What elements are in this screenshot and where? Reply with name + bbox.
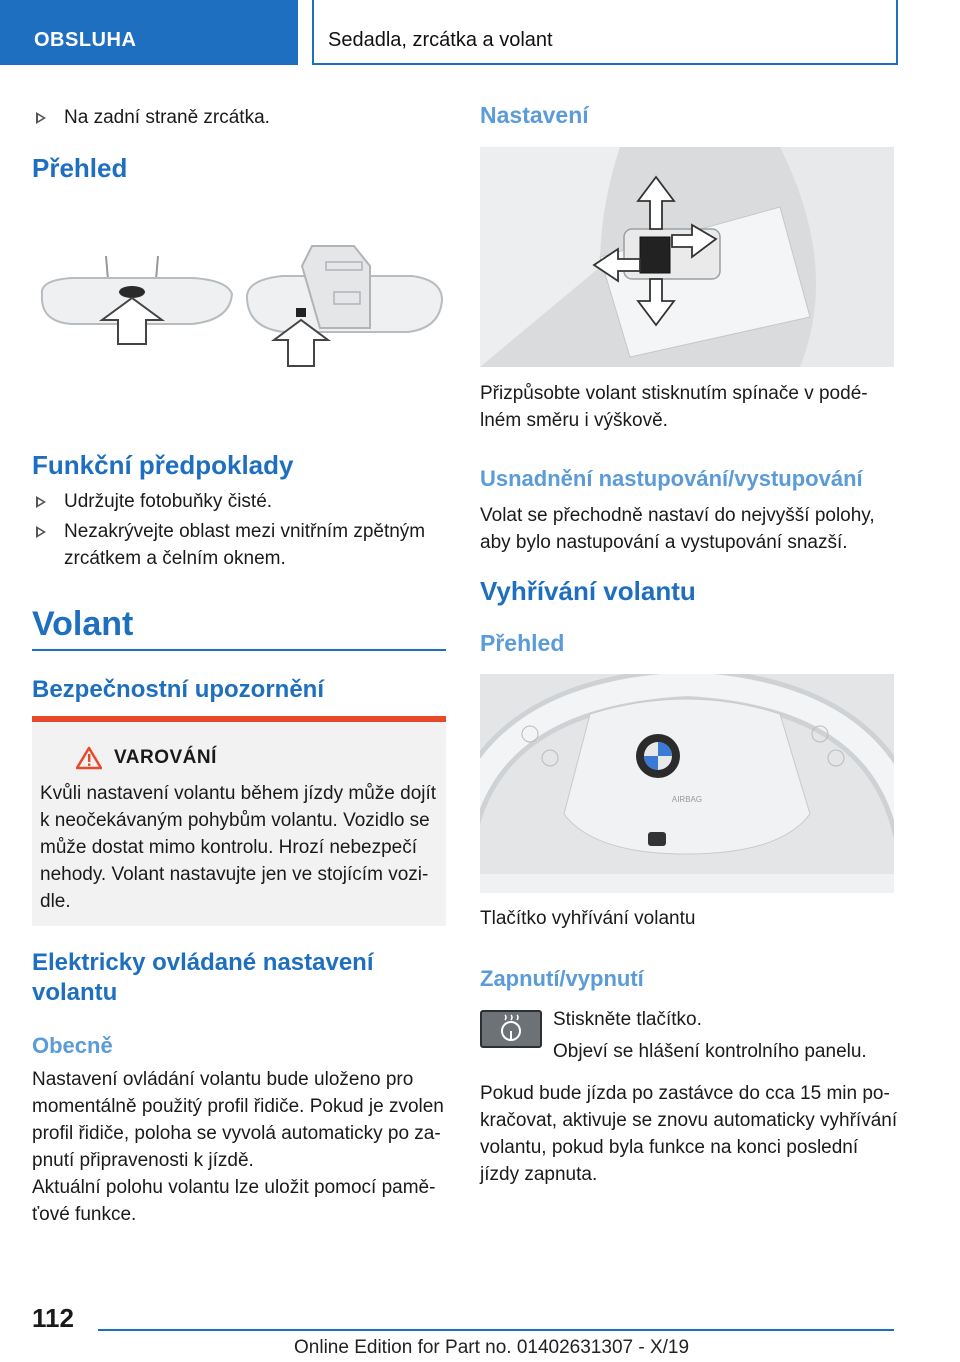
- header-section-label: OBSLUHA: [34, 29, 137, 51]
- warning-text: Kvůli nastavení volantu během jízdy může dojít k neočekávaným pohybům volantu. Vozidlo se může dostat mimo kontrolu. Hrozí nebezpečí nehody. Volant nastavujte jen ve stojícím vozi- dle.: [40, 783, 437, 912]
- usnadneni-heading: Usnadnění nastupování/vystupování: [480, 466, 863, 491]
- nastaveni-heading: Nastavení: [480, 102, 589, 128]
- zapnuti-heading: Zapnutí/vypnutí: [480, 966, 644, 991]
- prehled-heading: Přehled: [32, 153, 128, 183]
- airbag-label: AIRBAG: [671, 795, 703, 804]
- funkcni-heading: Funkční předpoklady: [32, 450, 294, 480]
- steering-heat-button-icon: [480, 1010, 542, 1048]
- obecne-paragraph: Nastavení ovládání volantu bude uloženo pro momentálně použitý profil řidiče. Pokud je zvolen profil řidiče, poloha se vyvolá automaticky po za- pnutí připravenosti k jízdě.: [32, 1069, 444, 1171]
- bullet-triangle-icon: [36, 112, 46, 124]
- obecne-heading: Obecně: [32, 1033, 113, 1058]
- footer-rule: [98, 1329, 894, 1331]
- bullet-clean-sensors: Udržujte fotobuňky čisté.: [36, 488, 446, 515]
- header-section-tab: [0, 0, 298, 65]
- bullet-triangle-icon: [36, 526, 46, 538]
- warning-triangle-icon: [76, 746, 102, 770]
- header-chapter-label: Sedadla, zrcátka a volant: [328, 29, 553, 51]
- usnadneni-paragraph: Volat se přechodně nastaví do nejvyšší polohy, aby bylo nastupování a vystupování snazší.: [480, 505, 875, 553]
- elektricky-heading: Elektricky ovládané nastavení volantu: [32, 949, 374, 1006]
- prehled-right-heading: Přehled: [480, 630, 565, 656]
- zapnuti-steps: Stiskněte tlačítko. Objeví se hlášení kontrolního panelu.: [553, 1009, 867, 1062]
- pokud-paragraph: Pokud bude jízda po zastávce do cca 15 min po- kračovat, aktivuje se znovu automaticky vyhřívání volantu, pokud byla funkce na konci poslední jízdy zapnuta.: [480, 1083, 898, 1185]
- footer-edition: Online Edition for Part no. 01402631307 - X/19: [294, 1337, 690, 1358]
- bullet-dont-cover: Nezakrývejte oblast mezi vnitřním zpětným zrcátkem a čelním oknem.: [36, 518, 446, 572]
- wheel-figure-caption: Tlačítko vyhřívání volantu: [480, 908, 696, 929]
- volant-rule: [32, 649, 446, 651]
- steering-wheel-illustration: [480, 674, 894, 893]
- bullet-rear-mirror: Na zadní straně zrcátka.: [36, 104, 446, 131]
- aktualni-paragraph: Aktuální polohu volantu lze uložit pomocí pamě- ťové funkce.: [32, 1177, 436, 1225]
- warning-title: VAROVÁNÍ: [114, 747, 217, 768]
- volant-heading: Volant: [32, 605, 134, 643]
- nastaveni-paragraph: Přizpůsobte volant stisknutím spínače v podé- lném směru i výškově.: [480, 383, 868, 431]
- warning-box: [32, 716, 446, 926]
- bezpecnost-heading: Bezpečnostní upozornění: [32, 676, 325, 703]
- page-number: 112: [32, 1303, 74, 1333]
- vyhrivani-heading: Vyhřívání volantu: [480, 576, 696, 606]
- header-chapter-tab: [312, 0, 898, 65]
- mirror-illustration: [32, 236, 446, 376]
- bullet-triangle-icon: [36, 496, 46, 508]
- steering-column-adjust-illustration: [480, 147, 894, 367]
